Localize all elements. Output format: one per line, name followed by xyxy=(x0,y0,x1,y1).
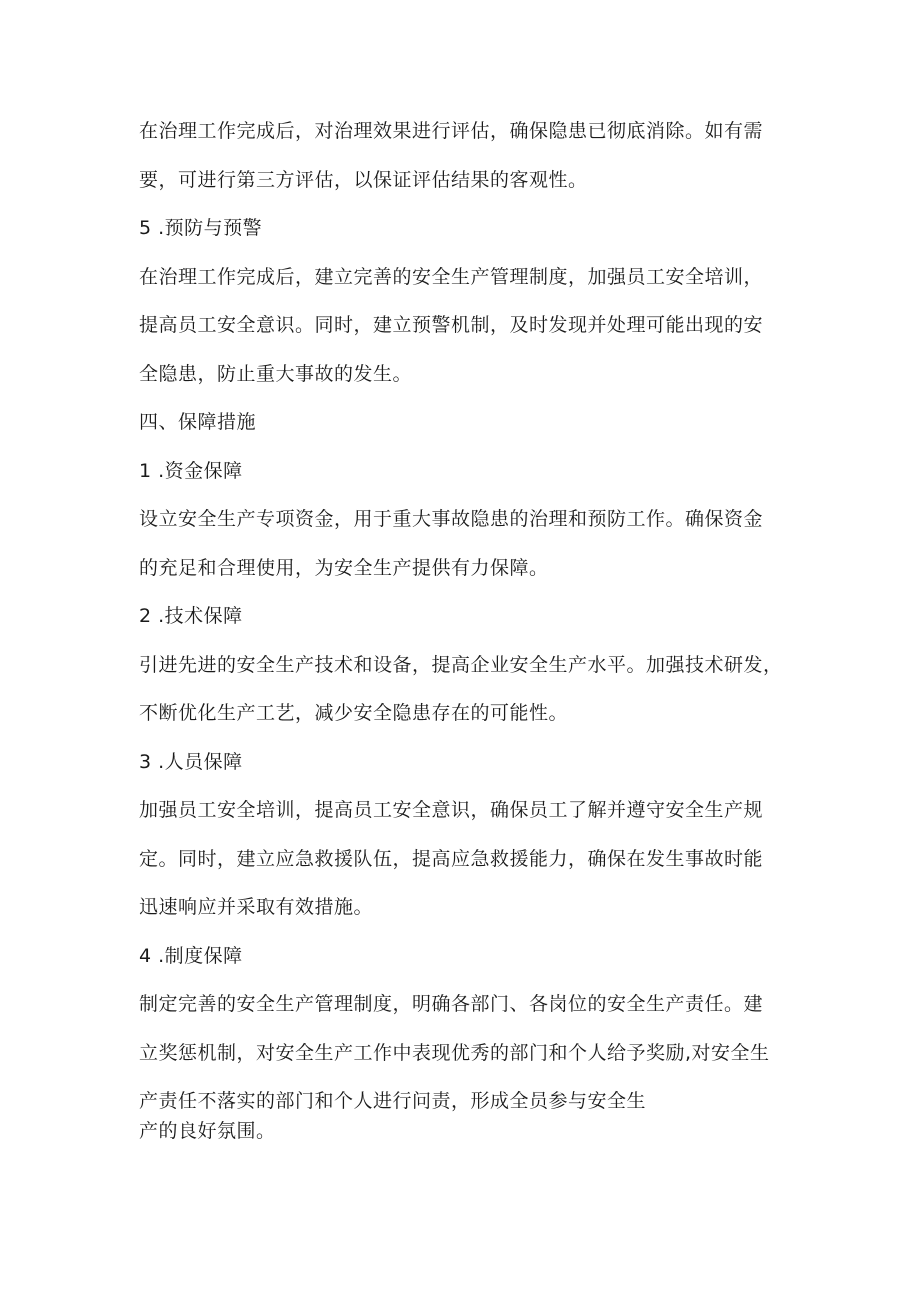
paragraph-line: 不断优化生产工艺，减少安全隐患存在的可能性。 xyxy=(139,702,569,724)
subsection-heading-funding: 1 .资金保障 xyxy=(139,460,243,482)
paragraph-line: 产的良好氛围。 xyxy=(139,1120,276,1142)
section-heading-guarantees: 四、保障措施 xyxy=(139,411,257,433)
paragraph-line: 在治理工作完成后，对治理效果进行评估，确保隐患已彻底消除。如有需 xyxy=(139,120,764,142)
paragraph-line: 产责任不落实的部门和个人进行问责，形成全员参与安全生 xyxy=(139,1090,647,1112)
paragraph-line: 制定完善的安全生产管理制度，明确各部门、各岗位的安全生产责任。建 xyxy=(139,993,764,1015)
subsection-heading-system: 4 .制度保障 xyxy=(139,945,243,967)
paragraph-line: 引进先进的安全生产技术和设备，提高企业安全生产水平。加强技术研发， xyxy=(139,654,783,676)
paragraph-line: 迅速响应并采取有效措施。 xyxy=(139,896,374,918)
subsection-heading-technology: 2 .技术保障 xyxy=(139,605,243,627)
paragraph-line: 提高员工安全意识。同时，建立预警机制，及时发现并处理可能出现的安 xyxy=(139,314,764,336)
paragraph-line: 在治理工作完成后，建立完善的安全生产管理制度，加强员工安全培训， xyxy=(139,266,764,288)
paragraph-line: 全隐患，防止重大事故的发生。 xyxy=(139,363,413,385)
paragraph-line: 的充足和合理使用，为安全生产提供有力保障。 xyxy=(139,557,549,579)
paragraph-line: 立奖惩机制，对安全生产工作中表现优秀的部门和个人给予奖励,对安全生 xyxy=(139,1042,770,1064)
subsection-heading-personnel: 3 .人员保障 xyxy=(139,751,243,773)
section-heading-prevention: 5 .预防与预警 xyxy=(139,217,263,239)
paragraph-line: 设立安全生产专项资金，用于重大事故隐患的治理和预防工作。确保资金 xyxy=(139,508,764,530)
paragraph-line: 加强员工安全培训，提高员工安全意识，确保员工了解并遵守安全生产规 xyxy=(139,799,764,821)
paragraph-line: 要，可进行第三方评估，以保证评估结果的客观性。 xyxy=(139,169,588,191)
paragraph-line: 定。同时，建立应急救援队伍，提高应急救援能力，确保在发生事故时能 xyxy=(139,848,764,870)
